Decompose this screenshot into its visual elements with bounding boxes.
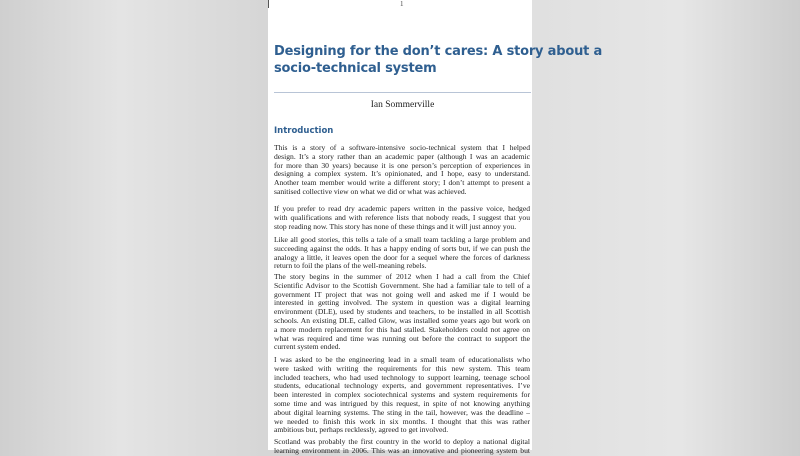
section-heading: Introduction (274, 126, 334, 136)
text-line: environment (DLE), used by students and teachers, to be installed in all Scottish (274, 308, 530, 317)
text-line: government IT project that was not going well and asked me if I would be (274, 290, 530, 299)
text-line: included teachers, who had used technology to support learning, teenage school (274, 373, 530, 382)
text-line: a more modern replacement for this had stalled. Stakeholders could not agree on (274, 325, 530, 334)
text-line: we needed to finish this work in six months. I thought that this was rather (274, 417, 530, 426)
text-line: sanitised collective view on what we did or what was achieved. (274, 187, 467, 196)
text-line: This is a story of a software-intensive socio-technical system that I helped (274, 144, 530, 152)
page-number: 1 (400, 0, 404, 8)
title-line: socio-technical system (274, 60, 437, 76)
paragraph (274, 144, 530, 197)
text-line: I was asked to be the engineering lead in a small team of educationalists who (274, 356, 530, 364)
text-line: analogy a little, it leaves open the door for a sequel where the forces of darkness (274, 253, 530, 262)
paragraph (274, 236, 530, 271)
paragraph (274, 273, 530, 352)
text-line: return to foil the plans of the well-meaning rebels. (274, 262, 427, 271)
paragraph (274, 356, 530, 435)
text-line: been interested in complex sociotechnical systems and system requirements for (274, 391, 530, 400)
text-line: learning environment in 2006. This was an innovative and pioneering system but (274, 446, 530, 455)
text-line: Like all good stories, this tells a tale of a small team tackling a large problem and (274, 236, 530, 244)
text-line: Another team member would write a different story; I don’t attempt to present a (274, 179, 530, 188)
text-line: were tasked with writing the requirements for this new system. This team (274, 364, 530, 373)
text-line: what was required and time was running out before the contract to support the (274, 334, 530, 343)
text-line: designing a complex system. It’s opinionated, and I hope, easy to understand. (274, 170, 530, 179)
text-line: for more than 30 years) because it is one person’s perception of experiences in (274, 161, 530, 170)
title-divider (274, 92, 531, 93)
text-line: design. It’s a story rather than an academic paper (although I was an academic (274, 152, 530, 161)
paragraph (274, 205, 530, 231)
paragraph (274, 438, 530, 456)
text-line: with qualifications and with reference lists that nobody reads, I suggest that you (274, 213, 530, 222)
text-cursor (268, 0, 269, 8)
text-line: succeeding against the odds. It has a happy ending of sorts but, if we can push the (274, 244, 530, 253)
document-title (274, 44, 603, 77)
title-line: Designing for the don’t cares: A story about a (274, 44, 603, 59)
text-line: The story begins in the summer of 2012 when I had a call from the Chief (274, 273, 530, 281)
text-line: some time and was intrigued by this request, in spite of not knowing anything (274, 399, 530, 408)
text-line: schools. An existing DLE, called Glow, was installed some years ago but work on (274, 316, 530, 325)
text-line: students, educational technology experts, and government representatives. I’ve (274, 382, 530, 391)
text-line: current system ended. (274, 343, 341, 352)
text-line: interested in getting involved. The system in question was a digital learning (274, 299, 530, 308)
text-line: Scientific Advisor to the Scottish Government. She had a familiar tale to tell of a (274, 281, 530, 290)
text-line: stop reading now. This story has none of these things and it will just annoy you. (274, 222, 517, 231)
text-line: about digital learning systems. The sting in the tail, however, was the deadline – (274, 408, 530, 417)
text-line: Scotland was probably the first country in the world to deploy a national digital (274, 438, 530, 446)
text-line: If you prefer to read dry academic papers written in the passive voice, hedged (274, 205, 530, 213)
author-name: Ian Sommerville (370, 100, 435, 110)
text-line: ambitious but, perhaps recklessly, agreed to get involved. (274, 426, 449, 435)
